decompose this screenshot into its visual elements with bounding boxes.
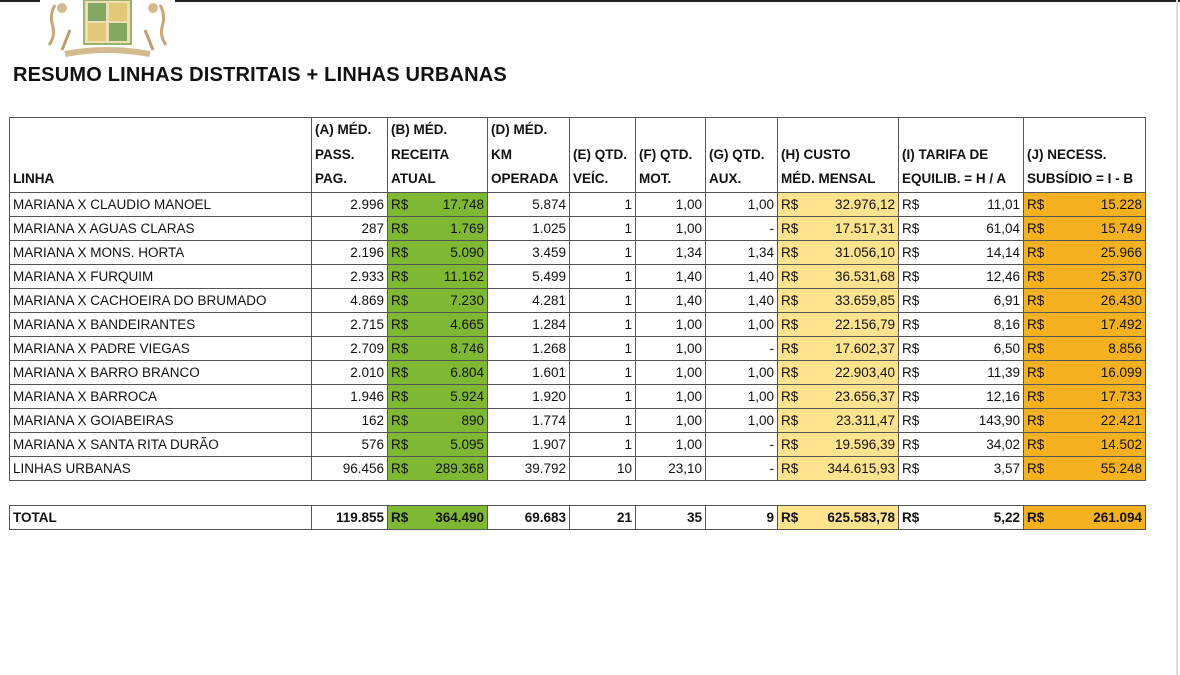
currency-symbol: R$ <box>1027 510 1045 525</box>
cell-linha: MARIANA X AGUAS CLARAS <box>10 216 312 240</box>
cell-qtd-aux: 1,00 <box>706 360 778 384</box>
cell-value: 5.090 <box>450 244 484 260</box>
cell-necess-subsidio <box>1024 432 1146 456</box>
cell-qtd-mot: 1,00 <box>636 432 706 456</box>
cell-pass-pag: 2.996 <box>312 192 388 216</box>
currency-symbol: R$ <box>1027 460 1045 476</box>
table-header-row <box>10 118 1146 193</box>
currency-symbol: R$ <box>1027 412 1045 428</box>
header-line: (G) QTD. <box>709 146 765 162</box>
cell-km-operada: 1.268 <box>488 336 570 360</box>
cell-tarifa-equilib <box>899 288 1024 312</box>
cell-qtd-aux: 1,40 <box>706 288 778 312</box>
header-line <box>13 118 308 143</box>
header-line: OPERADA <box>491 171 559 186</box>
currency-symbol: R$ <box>902 268 920 284</box>
header-line: (E) QTD. <box>573 146 627 162</box>
header-line: (B) MÉD. <box>391 122 448 137</box>
cell-km-operada: 5.874 <box>488 192 570 216</box>
cell-pass-pag: 2.709 <box>312 336 388 360</box>
cell-receita-atual <box>388 360 488 384</box>
cell-pass-pag: 119.855 <box>312 506 388 530</box>
header-line <box>781 118 895 143</box>
currency-symbol: R$ <box>391 220 409 236</box>
cell-necess-subsidio <box>1024 506 1146 530</box>
currency-symbol: R$ <box>391 340 409 356</box>
currency-symbol: R$ <box>1027 196 1045 212</box>
cell-qtd-aux: 1,00 <box>706 408 778 432</box>
cell-value: 11.162 <box>443 268 484 284</box>
cell-receita-atual <box>388 264 488 288</box>
cell-linha: MARIANA X MONS. HORTA <box>10 240 312 264</box>
cell-qtd-mot: 1,00 <box>636 192 706 216</box>
cell-receita-atual <box>388 408 488 432</box>
currency-symbol: R$ <box>391 412 409 428</box>
cell-pass-pag: 1.946 <box>312 384 388 408</box>
cell-necess-subsidio <box>1024 360 1146 384</box>
cell-km-operada: 39.792 <box>488 456 570 480</box>
header-line: ATUAL <box>391 171 436 186</box>
cell-qtd-veic: 1 <box>570 288 636 312</box>
cell-qtd-mot: 1,40 <box>636 288 706 312</box>
cell-tarifa-equilib <box>899 336 1024 360</box>
header-f <box>636 118 706 193</box>
header-line: (D) MÉD. <box>491 122 548 137</box>
cell-pass-pag: 4.869 <box>312 288 388 312</box>
currency-symbol: R$ <box>781 196 799 212</box>
cell-value: 26.430 <box>1100 292 1142 308</box>
header-line <box>902 118 1020 143</box>
cell-receita-atual <box>388 384 488 408</box>
cell-receita-atual <box>388 240 488 264</box>
header-line <box>639 118 702 143</box>
cell-value: 22.421 <box>1100 412 1142 428</box>
currency-symbol: R$ <box>781 340 799 356</box>
cell-qtd-veic: 1 <box>570 408 636 432</box>
cell-value: 19.596,39 <box>834 436 895 452</box>
cell-qtd-mot: 35 <box>636 506 706 530</box>
cell-qtd-veic: 21 <box>570 506 636 530</box>
cell-qtd-mot: 1,00 <box>636 216 706 240</box>
cell-custo-mensal <box>778 312 899 336</box>
cell-tarifa-equilib <box>899 506 1024 530</box>
cell-qtd-mot: 1,00 <box>636 360 706 384</box>
currency-symbol: R$ <box>781 244 799 260</box>
cell-value: 22.156,79 <box>834 316 895 332</box>
cell-value: 11,01 <box>987 196 1020 212</box>
currency-symbol: R$ <box>1027 268 1045 284</box>
cell-qtd-veic: 1 <box>570 216 636 240</box>
cell-custo-mensal <box>778 336 899 360</box>
cell-linha: TOTAL <box>10 506 312 530</box>
cell-linha: MARIANA X GOIABEIRAS <box>10 408 312 432</box>
cell-qtd-mot: 1,00 <box>636 336 706 360</box>
cell-receita-atual <box>388 288 488 312</box>
cell-value: 61,04 <box>986 220 1020 236</box>
cell-value: 36.531,68 <box>834 268 895 284</box>
table-row <box>10 432 1146 456</box>
header-line: KM <box>491 146 512 162</box>
cell-necess-subsidio <box>1024 288 1146 312</box>
cell-necess-subsidio <box>1024 384 1146 408</box>
header-line: (I) TARIFA DE <box>902 146 989 162</box>
table-row <box>10 192 1146 216</box>
cell-pass-pag: 2.715 <box>312 312 388 336</box>
cell-receita-atual <box>388 432 488 456</box>
cell-custo-mensal <box>778 288 899 312</box>
total-table <box>9 505 1146 530</box>
table-row <box>10 240 1146 264</box>
header-line: (A) MÉD. <box>315 122 372 137</box>
cell-necess-subsidio <box>1024 336 1146 360</box>
cell-pass-pag: 2.010 <box>312 360 388 384</box>
cell-receita-atual <box>388 312 488 336</box>
cell-qtd-veic: 10 <box>570 456 636 480</box>
header-line: MOT. <box>639 171 672 186</box>
cell-value: 625.583,78 <box>827 510 895 525</box>
cell-custo-mensal <box>778 506 899 530</box>
cell-qtd-veic: 1 <box>570 312 636 336</box>
cell-necess-subsidio <box>1024 216 1146 240</box>
currency-symbol: R$ <box>1027 220 1045 236</box>
cell-qtd-aux: 1,34 <box>706 240 778 264</box>
cell-custo-mensal <box>778 264 899 288</box>
cell-value: 6,50 <box>993 340 1020 356</box>
table-row <box>10 312 1146 336</box>
cell-qtd-aux: 1,00 <box>706 384 778 408</box>
header-line: EQUILIB. = H / A <box>902 171 1007 186</box>
cell-tarifa-equilib <box>899 216 1024 240</box>
cell-tarifa-equilib <box>899 360 1024 384</box>
header-line: MÉD. MENSAL <box>781 171 876 186</box>
cell-receita-atual <box>388 336 488 360</box>
cell-value: 14.502 <box>1100 436 1142 452</box>
cell-pass-pag: 287 <box>312 216 388 240</box>
header-a <box>312 118 388 193</box>
cell-qtd-veic: 1 <box>570 264 636 288</box>
header-g <box>706 118 778 193</box>
currency-symbol: R$ <box>1027 388 1045 404</box>
cell-km-operada: 1.920 <box>488 384 570 408</box>
currency-symbol: R$ <box>781 510 799 525</box>
cell-value: 22.903,40 <box>834 364 895 380</box>
cell-linha: MARIANA X BANDEIRANTES <box>10 312 312 336</box>
currency-symbol: R$ <box>391 388 409 404</box>
cell-value: 4.665 <box>450 316 484 332</box>
cell-value: 17.748 <box>442 196 484 212</box>
header-i <box>899 118 1024 193</box>
cell-qtd-veic: 1 <box>570 432 636 456</box>
cell-linha: LINHAS URBANAS <box>10 456 312 480</box>
currency-symbol: R$ <box>902 388 920 404</box>
cell-value: 12,16 <box>986 388 1020 404</box>
table-row <box>10 360 1146 384</box>
cell-receita-atual <box>388 192 488 216</box>
table-row <box>10 384 1146 408</box>
cell-value: 17.733 <box>1100 388 1142 404</box>
currency-symbol: R$ <box>391 292 409 308</box>
cell-value: 25.370 <box>1100 268 1142 284</box>
cell-qtd-aux: - <box>706 216 778 240</box>
total-row <box>10 506 1146 530</box>
currency-symbol: R$ <box>391 510 409 525</box>
cell-tarifa-equilib <box>899 240 1024 264</box>
cell-linha: MARIANA X BARRO BRANCO <box>10 360 312 384</box>
cell-km-operada: 4.281 <box>488 288 570 312</box>
cell-pass-pag: 96.456 <box>312 456 388 480</box>
table-row <box>10 264 1146 288</box>
cell-qtd-aux: 1,40 <box>706 264 778 288</box>
cell-qtd-aux: 1,00 <box>706 312 778 336</box>
cell-qtd-mot: 1,00 <box>636 408 706 432</box>
currency-symbol: R$ <box>902 460 920 476</box>
currency-symbol: R$ <box>902 364 920 380</box>
cell-value: 3,57 <box>993 460 1020 476</box>
cell-custo-mensal <box>778 192 899 216</box>
cell-value: 16.099 <box>1100 364 1142 380</box>
header-line <box>1027 118 1142 143</box>
currency-symbol: R$ <box>781 436 799 452</box>
header-line: VEÍC. <box>573 171 609 186</box>
table-row <box>10 408 1146 432</box>
cell-value: 8.856 <box>1108 340 1142 356</box>
cell-qtd-aux: - <box>706 336 778 360</box>
currency-symbol: R$ <box>902 220 920 236</box>
summary-table <box>9 117 1146 481</box>
cell-value: 7.230 <box>450 292 484 308</box>
cell-value: 5.095 <box>450 436 484 452</box>
table-row <box>10 456 1146 480</box>
currency-symbol: R$ <box>781 412 799 428</box>
cell-value: 8.746 <box>450 340 484 356</box>
header-line <box>709 118 774 143</box>
cell-linha: MARIANA X CLAUDIO MANOEL <box>10 192 312 216</box>
cell-qtd-mot: 1,40 <box>636 264 706 288</box>
cell-km-operada: 69.683 <box>488 506 570 530</box>
currency-symbol: R$ <box>902 316 920 332</box>
header-line: SUBSÍDIO = I - B <box>1027 171 1134 186</box>
cell-receita-atual <box>388 216 488 240</box>
cell-necess-subsidio <box>1024 264 1146 288</box>
cell-custo-mensal <box>778 456 899 480</box>
cell-qtd-veic: 1 <box>570 336 636 360</box>
header-linha <box>10 118 312 193</box>
header-line <box>13 143 308 168</box>
cell-receita-atual <box>388 506 488 530</box>
cell-value: 11,39 <box>987 364 1020 380</box>
table-row <box>10 216 1146 240</box>
cell-value: 289.368 <box>435 460 484 476</box>
cell-qtd-aux: - <box>706 456 778 480</box>
cell-qtd-aux: - <box>706 432 778 456</box>
cell-qtd-mot: 1,00 <box>636 312 706 336</box>
currency-symbol: R$ <box>1027 436 1045 452</box>
currency-symbol: R$ <box>781 388 799 404</box>
cell-km-operada: 1.907 <box>488 432 570 456</box>
currency-symbol: R$ <box>781 460 799 476</box>
cell-value: 15.228 <box>1100 196 1142 212</box>
cell-qtd-mot: 1,00 <box>636 384 706 408</box>
currency-symbol: R$ <box>1027 244 1045 260</box>
cell-value: 17.517,31 <box>834 220 895 236</box>
currency-symbol: R$ <box>902 292 920 308</box>
cell-custo-mensal <box>778 216 899 240</box>
table-row <box>10 288 1146 312</box>
cell-value: 1.769 <box>450 220 484 236</box>
currency-symbol: R$ <box>781 316 799 332</box>
header-line: AUX. <box>709 171 742 186</box>
cell-value: 6,91 <box>993 292 1020 308</box>
cell-km-operada: 1.025 <box>488 216 570 240</box>
cell-linha: MARIANA X SANTA RITA DURÃO <box>10 432 312 456</box>
currency-symbol: R$ <box>1027 316 1045 332</box>
currency-symbol: R$ <box>781 220 799 236</box>
cell-value: 261.094 <box>1093 510 1142 525</box>
cell-qtd-veic: 1 <box>570 360 636 384</box>
cell-qtd-aux: 1,00 <box>706 192 778 216</box>
cell-necess-subsidio <box>1024 456 1146 480</box>
cell-linha: MARIANA X FURQUIM <box>10 264 312 288</box>
window-top-border <box>0 0 1180 2</box>
cell-km-operada: 3.459 <box>488 240 570 264</box>
cell-qtd-aux: 9 <box>706 506 778 530</box>
cell-custo-mensal <box>778 360 899 384</box>
cell-necess-subsidio <box>1024 408 1146 432</box>
cell-necess-subsidio <box>1024 312 1146 336</box>
window-right-border <box>1176 0 1178 675</box>
currency-symbol: R$ <box>781 268 799 284</box>
header-e <box>570 118 636 193</box>
currency-symbol: R$ <box>1027 364 1045 380</box>
cell-value: 143,90 <box>978 412 1020 428</box>
cell-pass-pag: 576 <box>312 432 388 456</box>
cell-pass-pag: 162 <box>312 408 388 432</box>
cell-qtd-mot: 23,10 <box>636 456 706 480</box>
currency-symbol: R$ <box>781 364 799 380</box>
header-line: (J) NECESS. <box>1027 146 1107 162</box>
cell-necess-subsidio <box>1024 192 1146 216</box>
currency-symbol: R$ <box>781 292 799 308</box>
cell-value: 5,22 <box>993 510 1020 525</box>
header-line <box>573 118 632 143</box>
cell-qtd-mot: 1,34 <box>636 240 706 264</box>
cell-linha: MARIANA X CACHOEIRA DO BRUMADO <box>10 288 312 312</box>
cell-custo-mensal <box>778 408 899 432</box>
cell-value: 5.924 <box>450 388 484 404</box>
header-line: LINHA <box>13 171 55 186</box>
cell-value: 890 <box>461 412 484 428</box>
cell-value: 25.966 <box>1100 244 1142 260</box>
currency-symbol: R$ <box>391 364 409 380</box>
header-j <box>1024 118 1146 193</box>
cell-value: 15.749 <box>1100 220 1142 236</box>
currency-symbol: R$ <box>391 316 409 332</box>
cell-tarifa-equilib <box>899 192 1024 216</box>
cell-value: 23.656,37 <box>834 388 895 404</box>
document-title: RESUMO LINHAS DISTRITAIS + LINHAS URBANAS <box>13 64 507 86</box>
cell-value: 34,02 <box>986 436 1020 452</box>
cell-pass-pag: 2.933 <box>312 264 388 288</box>
cell-value: 33.659,85 <box>834 292 895 308</box>
cell-tarifa-equilib <box>899 264 1024 288</box>
table-body <box>10 192 1146 480</box>
cell-tarifa-equilib <box>899 432 1024 456</box>
header-line: (F) QTD. <box>639 146 693 162</box>
cell-value: 12,46 <box>986 268 1020 284</box>
cell-value: 23.311,47 <box>835 412 895 428</box>
currency-symbol: R$ <box>391 268 409 284</box>
currency-symbol: R$ <box>902 196 920 212</box>
cell-value: 14,14 <box>986 244 1020 260</box>
cell-value: 6.804 <box>450 364 484 380</box>
cell-tarifa-equilib <box>899 408 1024 432</box>
cell-linha: MARIANA X PADRE VIEGAS <box>10 336 312 360</box>
header-line: (H) CUSTO <box>781 146 851 162</box>
currency-symbol: R$ <box>391 196 409 212</box>
cell-km-operada: 1.601 <box>488 360 570 384</box>
cell-receita-atual <box>388 456 488 480</box>
currency-symbol: R$ <box>902 244 920 260</box>
cell-tarifa-equilib <box>899 312 1024 336</box>
cell-necess-subsidio <box>1024 240 1146 264</box>
currency-symbol: R$ <box>902 510 920 525</box>
cell-value: 17.602,37 <box>834 340 895 356</box>
currency-symbol: R$ <box>391 436 409 452</box>
currency-symbol: R$ <box>902 412 920 428</box>
currency-symbol: R$ <box>1027 292 1045 308</box>
cell-value: 364.490 <box>435 510 484 525</box>
cell-qtd-veic: 1 <box>570 240 636 264</box>
cell-tarifa-equilib <box>899 456 1024 480</box>
header-line: RECEITA <box>391 146 450 162</box>
cell-km-operada: 1.774 <box>488 408 570 432</box>
header-d <box>488 118 570 193</box>
cell-custo-mensal <box>778 384 899 408</box>
currency-symbol: R$ <box>391 244 409 260</box>
header-h <box>778 118 899 193</box>
header-line: PAG. <box>315 171 348 186</box>
currency-symbol: R$ <box>902 436 920 452</box>
municipal-coat-of-arms-icon <box>40 0 175 62</box>
cell-value: 344.615,93 <box>827 460 895 476</box>
cell-tarifa-equilib <box>899 384 1024 408</box>
cell-qtd-veic: 1 <box>570 192 636 216</box>
cell-custo-mensal <box>778 432 899 456</box>
cell-km-operada: 5.499 <box>488 264 570 288</box>
cell-value: 8,16 <box>993 316 1020 332</box>
table-row <box>10 336 1146 360</box>
currency-symbol: R$ <box>902 340 920 356</box>
currency-symbol: R$ <box>391 460 409 476</box>
cell-qtd-veic: 1 <box>570 384 636 408</box>
cell-km-operada: 1.284 <box>488 312 570 336</box>
currency-symbol: R$ <box>1027 340 1045 356</box>
cell-value: 31.056,10 <box>834 244 895 260</box>
cell-value: 55.248 <box>1100 460 1142 476</box>
cell-value: 32.976,12 <box>834 196 895 212</box>
cell-custo-mensal <box>778 240 899 264</box>
header-line: PASS. <box>315 146 355 162</box>
cell-value: 17.492 <box>1100 316 1142 332</box>
cell-linha: MARIANA X BARROCA <box>10 384 312 408</box>
header-b <box>388 118 488 193</box>
cell-pass-pag: 2.196 <box>312 240 388 264</box>
